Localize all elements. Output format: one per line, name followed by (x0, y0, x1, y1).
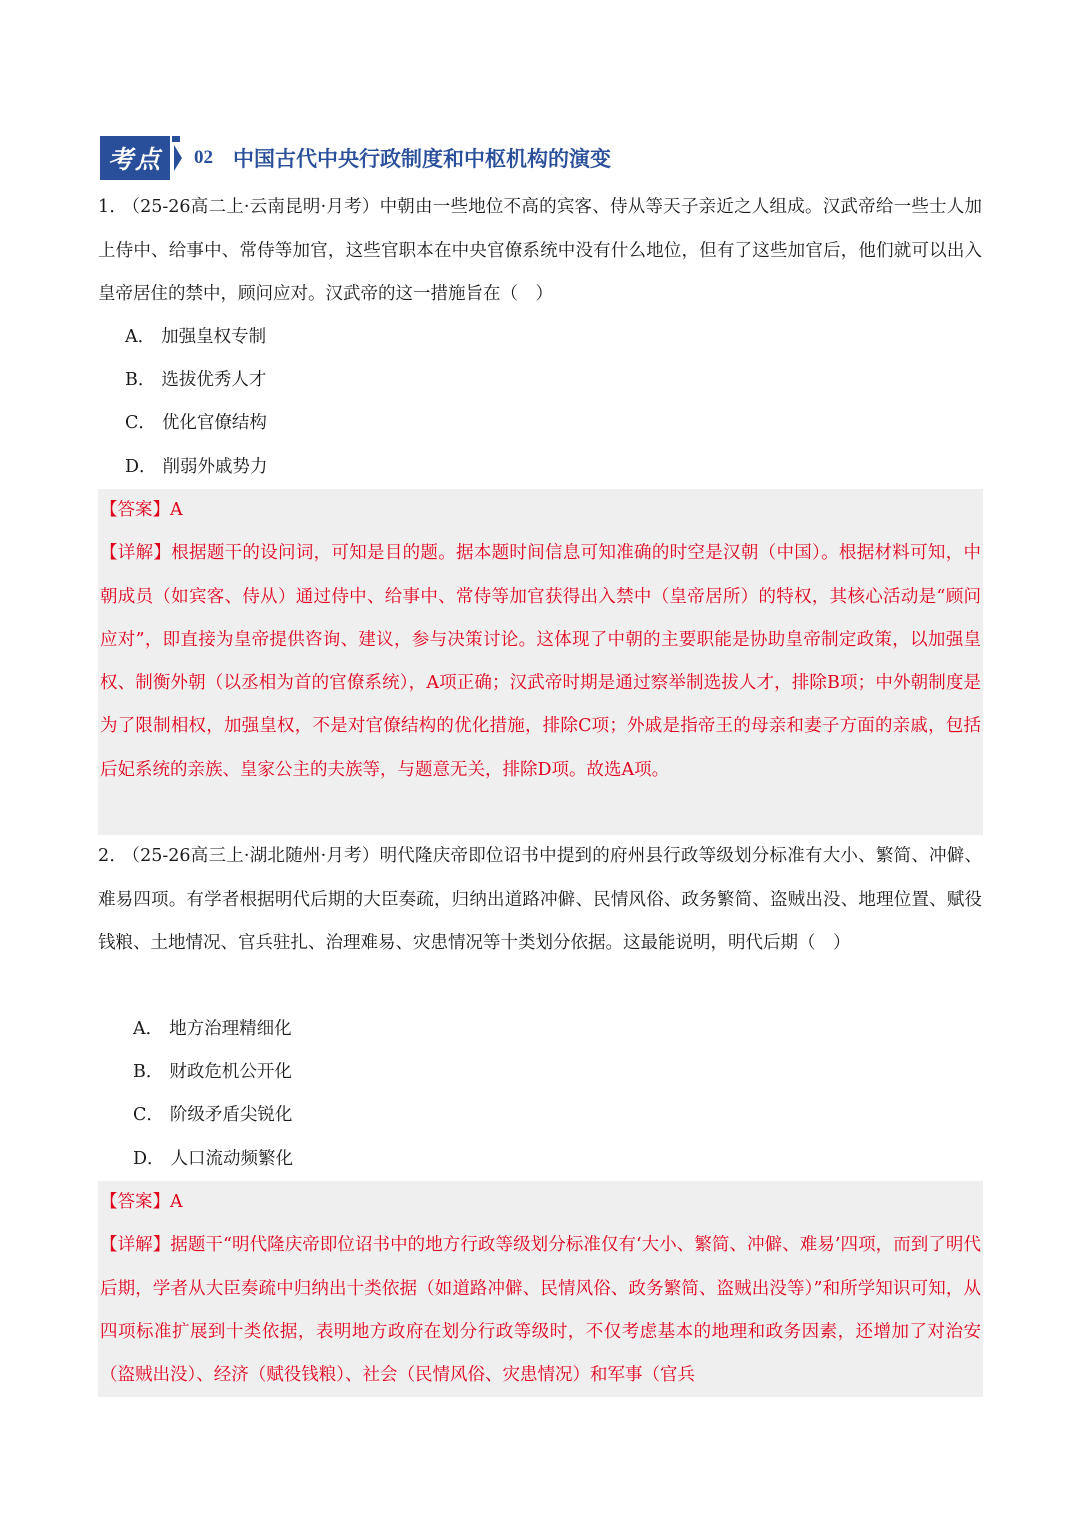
question-2-answer-box (98, 1181, 983, 1397)
question-1-option-c[interactable] (125, 402, 267, 446)
option-text: 财政危机公开化 (169, 1062, 292, 1082)
detail-text: 根据题干的设问词，可知是目的题。据本题时间信息可知准确的时空是汉朝（中国）。根据材料可知，中朝成员（如宾客、侍从）通过侍中、给事中、常侍等加官获得出入禁中（皇帝居所）的特权，其核心活动是“顾问应对”，即直接为皇帝提供咨询、建议，参与决策讨论。这体现了中朝的主要职能是协助皇帝制定政策，以加强皇权、制衡外朝（以丞相为首的官僚系统），A项正确；汉武帝时期是通过察举制选拔人才，排除B项；中外朝制度是为了限制相权，加强皇权，不是对官僚结构的优化措施，排除C项；外戚是指帝王的母亲和妻子方面的亲戚，包括后妃系统的亲族、皇家公主的夫族等，与题意无关，排除D项。故选A项。 (100, 543, 982, 780)
question-2-option-c[interactable] (133, 1094, 292, 1138)
answer-value: A (170, 1192, 183, 1212)
answer-line (100, 1181, 981, 1224)
question-2-option-b[interactable] (133, 1051, 292, 1095)
option-letter: C． (125, 413, 156, 433)
question-1-option-b[interactable] (125, 359, 266, 403)
section-number: 02 (194, 147, 213, 168)
option-text: 阶级矛盾尖锐化 (169, 1105, 293, 1125)
answer-label: 【答案】 (100, 1192, 170, 1212)
detail-paragraph (100, 1224, 981, 1397)
detail-label: 【详解】 (100, 1235, 171, 1256)
option-letter: B． (133, 1062, 164, 1082)
question-number: 1． (98, 197, 128, 217)
question-2-option-d[interactable] (133, 1138, 293, 1182)
question-text: （25-26高二上·云南昆明·月考）中朝由一些地位不高的宾客、侍从等天子亲近之人组成。汉武帝给一些士人加上侍中、给事中、常侍等加官，这些官职本在中央官僚系统中没有什么地位，但有了这些加官后，他们就可以出入皇帝居住的禁中，顾问应对。汉武帝的这一措施旨在（ ） (98, 197, 982, 304)
question-number: 2． (98, 846, 128, 866)
question-1-answer-box (98, 489, 983, 835)
section-badge (100, 136, 182, 180)
section-badge-text: 考点 (107, 145, 162, 174)
question-1-stem (98, 186, 982, 317)
option-text: 地方治理精细化 (169, 1019, 292, 1039)
question-1-option-d[interactable] (125, 446, 268, 490)
answer-line (100, 489, 981, 532)
detail-text: 据题干“明代隆庆帝即位诏书中的地方行政等级划分标准仅有‘大小、繁简、冲僻、难易’四项，而到了明代后期，学者从大臣奏疏中归纳出十类依据（如道路冲僻、民情风俗、政务繁简、盗贼出没等）”和所学知识可知，从四项标准扩展到十类依据，表明地方政府在划分行政等级时，不仅考虑基本的地理和政务因素，还增加了对治安（盗贼出没）、经济（赋役钱粮）、社会（民情风俗、灾患情况）和军事（官兵 (100, 1235, 982, 1386)
option-letter: B． (125, 370, 156, 390)
option-letter: A． (125, 327, 156, 347)
option-text: 加强皇权专制 (161, 327, 267, 347)
section-header (100, 136, 611, 180)
question-2-stem (98, 835, 982, 966)
section-title: 中国古代中央行政制度和中枢机构的演变 (233, 147, 611, 171)
answer-label: 【答案】 (100, 500, 170, 520)
option-letter: D． (125, 457, 157, 477)
option-text: 削弱外戚势力 (162, 457, 268, 477)
option-text: 选拔优秀人才 (161, 370, 267, 390)
answer-value: A (170, 500, 183, 520)
option-letter: D． (133, 1149, 165, 1169)
option-letter: A． (133, 1019, 164, 1039)
question-2-option-a[interactable] (133, 1008, 292, 1052)
option-text: 人口流动频繁化 (170, 1149, 294, 1169)
question-1-option-a[interactable] (125, 316, 266, 360)
detail-paragraph (100, 532, 981, 792)
question-text: （25-26高三上·湖北随州·月考）明代隆庆帝即位诏书中提到的府州县行政等级划分标准有大小、繁简、冲僻、难易四项。有学者根据明代后期的大臣奏疏，归纳出道路冲僻、民情风俗、政务繁简、盗贼出没、地理位置、赋役钱粮、土地情况、官兵驻扎、治理难易、灾患情况等十类划分依据。这最能说明，明代后期（ ） (98, 846, 982, 953)
option-text: 优化官僚结构 (161, 413, 267, 433)
detail-label: 【详解】 (100, 543, 172, 564)
option-letter: C． (133, 1105, 164, 1125)
